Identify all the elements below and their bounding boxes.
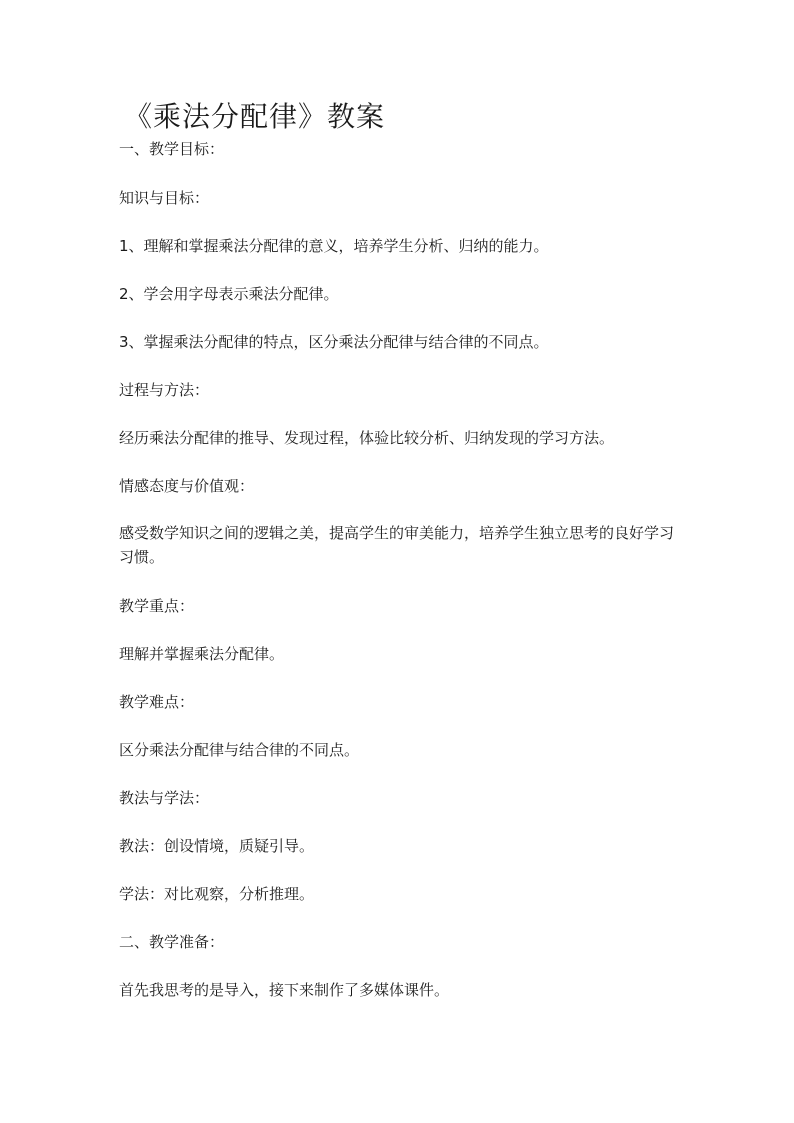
paragraph-objective-2: 2、学会用字母表示乘法分配律。 [119, 285, 339, 303]
subheading-process-methods: 过程与方法： [119, 381, 210, 399]
section-heading-teaching-objectives: 一、教学目标： [119, 140, 225, 158]
subheading-emotional-values: 情感态度与价值观： [119, 477, 255, 495]
paragraph-emotional-values: 感受数学知识之间的逻辑之美，提高学生的审美能力，培养学生独立思考的良好学习习惯。 [119, 524, 675, 566]
paragraph-teaching-focus: 理解并掌握乘法分配律。 [119, 645, 285, 663]
paragraph-process-methods: 经历乘法分配律的推导、发现过程，体验比较分析、归纳发现的学习方法。 [119, 429, 615, 447]
paragraph-objective-1: 1、理解和掌握乘法分配律的意义，培养学生分析、归纳的能力。 [119, 237, 549, 255]
subheading-teaching-learning-methods: 教法与学法： [119, 789, 210, 807]
paragraph-learning-method: 学法：对比观察，分析推理。 [119, 885, 315, 903]
subheading-teaching-difficulty: 教学难点： [119, 693, 195, 711]
paragraph-teaching-method: 教法：创设情境，质疑引导。 [119, 837, 315, 855]
document-title: 《乘法分配律》教案 [124, 100, 386, 133]
subheading-knowledge-objectives: 知识与目标： [119, 189, 210, 207]
paragraph-teaching-difficulty: 区分乘法分配律与结合律的不同点。 [119, 741, 360, 759]
paragraph-objective-3: 3、掌握乘法分配律的特点，区分乘法分配律与结合律的不同点。 [119, 333, 549, 351]
subheading-teaching-focus: 教学重点： [119, 597, 195, 615]
section-heading-teaching-preparation: 二、教学准备： [119, 933, 225, 951]
paragraph-teaching-preparation: 首先我思考的是导入，接下来制作了多媒体课件。 [119, 981, 450, 999]
